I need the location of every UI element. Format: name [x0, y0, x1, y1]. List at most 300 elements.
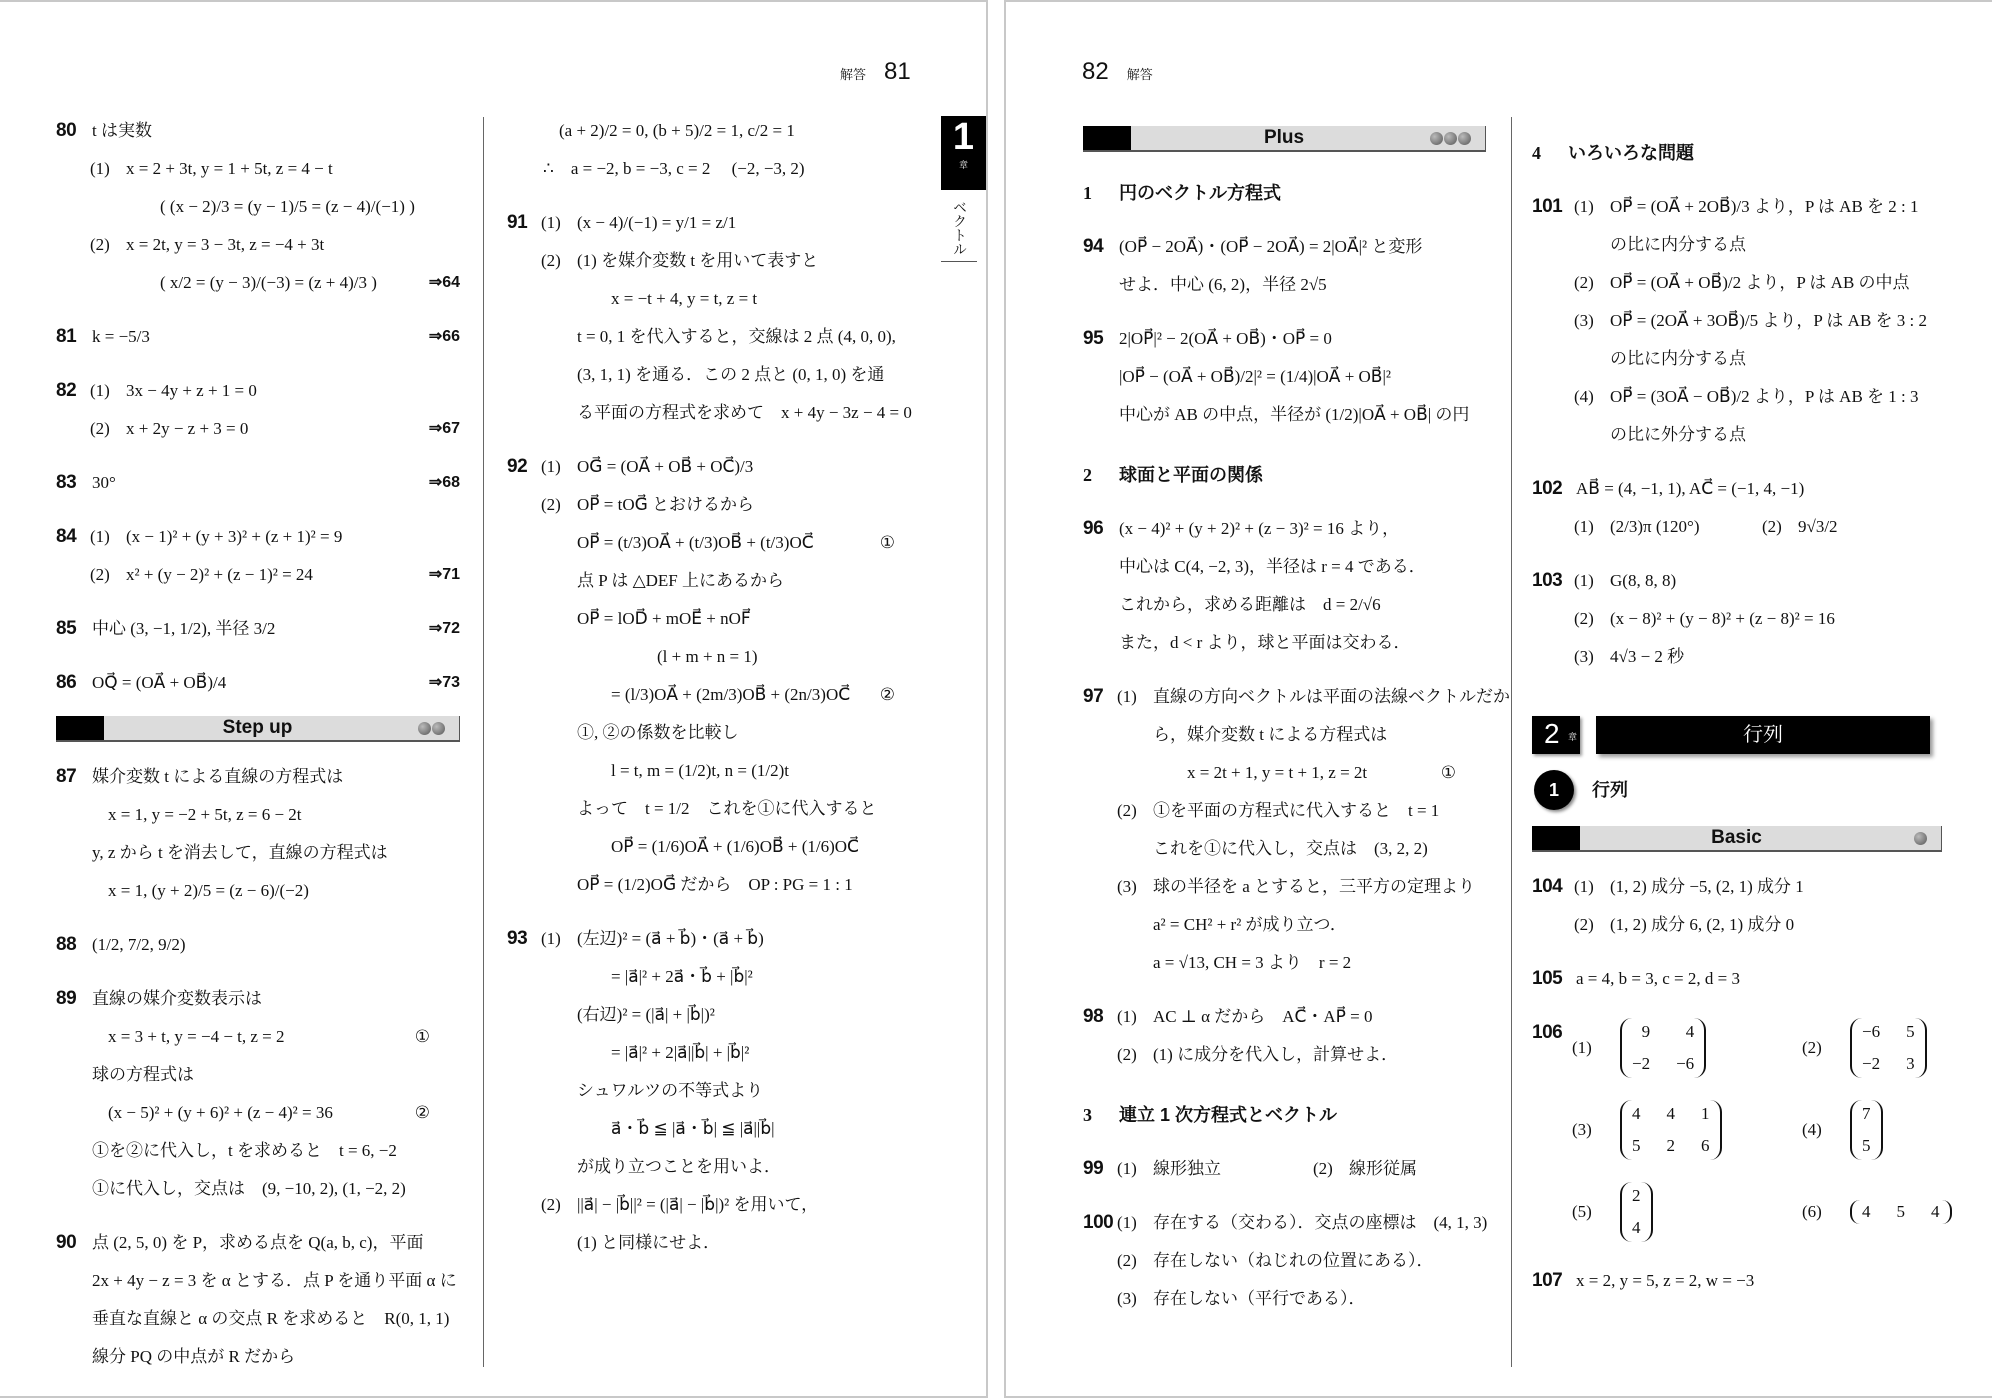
reference-link[interactable] [429, 610, 460, 648]
reference-link[interactable] [429, 664, 460, 702]
answer-line [56, 1224, 460, 1262]
sub-label: (2) [541, 495, 561, 514]
arrow-right-icon: ⇒ [428, 474, 443, 491]
problem-number: 103 [1532, 570, 1563, 591]
answer-text: 線分 PQ の中点が R だから [92, 1347, 296, 1366]
problem [507, 204, 925, 432]
column-divider [1511, 117, 1512, 1367]
answer-text: (x − 8)² + (y − 8)² + (z − 8)² = 16 [1610, 609, 1835, 628]
arrow-right-icon: ⇒ [428, 674, 443, 691]
band-dots [418, 722, 445, 735]
sub-label: (1) [1574, 197, 1594, 216]
problem [507, 920, 925, 1262]
answer-text: (2/3)π (120°) [1610, 517, 1700, 536]
section-band [1532, 826, 1942, 852]
equation-marker: ② [414, 1103, 430, 1122]
answer-line [507, 920, 925, 958]
answer-line [507, 448, 925, 486]
matrix-cell: 4 [1666, 1104, 1675, 1123]
chapter-title: ベクトル [952, 200, 968, 256]
section-band [56, 716, 460, 742]
arrow-right-icon: ⇒ [428, 420, 443, 437]
section-heading [1083, 174, 1486, 212]
page-number: 82 [1082, 58, 1109, 85]
answer-text: G(8, 8, 8) [1610, 571, 1677, 590]
sub-label: (2) [541, 1195, 561, 1214]
answer-text: x = 2, y = 5, z = 2, w = −3 [1576, 1271, 1755, 1290]
sub-label: (2) [1574, 915, 1594, 934]
answer-text: (x − 5)² + (y + 6)² + (z − 4)² = 36 [108, 1103, 333, 1122]
answer-line [1532, 508, 1942, 546]
problem [1083, 320, 1486, 434]
answer-line [1083, 1150, 1486, 1188]
arrow-right-icon: ⇒ [428, 620, 443, 637]
answer-text: OP⃗ = (3OA⃗ − OB⃗)/2 より，P は AB を 1 : 3 [1610, 387, 1919, 406]
answer-line [56, 410, 460, 448]
answer-text: ( (x − 2)/3 = (y − 1)/5 = (z − 4)/(−1) ) [160, 197, 415, 216]
answer-text: k = −5/3 [92, 327, 150, 346]
sub-label: (2) [1574, 609, 1594, 628]
subsection-number-badge: 1 [1534, 770, 1574, 810]
matrix-cell: 4 [1685, 1022, 1695, 1041]
answer-line [507, 752, 925, 790]
answer-line [56, 1300, 460, 1338]
arrow-right-icon: ⇒ [428, 274, 443, 291]
answer-text: 2x + 4y − z = 3 を α とする．点 P を通り平面 α に [92, 1271, 457, 1290]
problem [56, 926, 460, 964]
heading-number: 4 [1532, 143, 1541, 163]
answer-text: AC ⊥ α だから AC⃗・AP⃗ = 0 [1153, 1007, 1373, 1026]
problem-number: 86 [56, 672, 77, 693]
matrix-cell: 4 [1931, 1202, 1940, 1221]
matrix-cell: 2 [1666, 1136, 1675, 1155]
answer-text: 4√3 − 2 秒 [1610, 647, 1685, 666]
answer-text: (l + m + n = 1) [657, 647, 758, 666]
answer-text: OP⃗ = lOD⃗ + mOE⃗ + nOF⃗ [577, 609, 751, 628]
matrix-cell: 5 [1632, 1136, 1641, 1155]
answer-line [507, 524, 925, 562]
reference-link[interactable] [429, 410, 460, 448]
answer-line [507, 1072, 925, 1110]
matrix-cell: 4 [1862, 1202, 1871, 1221]
page-header-82 [1082, 58, 1153, 86]
answer-text: 存在する（交わる）．交点の座標は (4, 1, 3) [1153, 1213, 1488, 1232]
answer-line [507, 356, 925, 394]
sub-label: (1) [1117, 1213, 1137, 1232]
answer-line [56, 1132, 460, 1170]
answer-text: 垂直な直線と α の交点 R を求めると R(0, 1, 1) [92, 1309, 450, 1328]
chapter-unit: 章 [958, 160, 968, 170]
dot-icon [1444, 132, 1457, 145]
problem [1083, 510, 1486, 662]
left-column-2 [507, 112, 925, 1262]
answer-text: = (l/3)OA⃗ + (2m/3)OB⃗ + (2n/3)OC⃗ [611, 685, 851, 704]
answer-text: OP⃗ = (t/3)OA⃗ + (t/3)OB⃗ + (t/3)OC⃗ [577, 533, 814, 552]
problem [1532, 960, 1942, 998]
answer-text: ∴ a = −2, b = −3, c = 2 (−2, −3, 2) [543, 159, 805, 178]
answer-line [56, 758, 460, 796]
answer-text: x = 3 + t, y = −4 − t, z = 2 [108, 1027, 285, 1046]
sub-label: (1) [90, 527, 110, 546]
answer-line [507, 204, 925, 242]
matrix-cell: 2 [1632, 1186, 1641, 1205]
sub-label: (1) [1117, 1007, 1137, 1026]
section-heading [1083, 456, 1486, 494]
problem [56, 980, 460, 1208]
header-label: 解答 [1126, 67, 1153, 82]
answer-line [507, 1110, 925, 1148]
problem [1532, 1262, 1942, 1300]
matrix-answer [1572, 1178, 1802, 1246]
sub-label: (2) [90, 565, 110, 584]
band-label: Step up [222, 717, 293, 738]
answer-line [507, 1148, 925, 1186]
answer-line [56, 1170, 460, 1208]
answer-text: (1, 2) 成分 6, (2, 1) 成分 0 [1610, 915, 1795, 934]
answer-line [1083, 906, 1486, 944]
answer-line [1083, 624, 1486, 662]
sub-label: (1) [1574, 571, 1594, 590]
problem [1532, 562, 1942, 676]
answer-text: 中心は C(4, −2, 3)，半径は r = 4 である． [1119, 557, 1426, 576]
answer-line [507, 996, 925, 1034]
band-dots [1430, 132, 1471, 145]
heading-title: 球面と平面の関係 [1119, 465, 1263, 485]
answer-line [507, 714, 925, 752]
answer-text: 点 (2, 5, 0) を P，求める点を Q(a, b, c)，平面 [92, 1233, 424, 1252]
chapter-box [1532, 716, 1580, 754]
right-page [1004, 0, 1992, 1398]
reference-number: 72 [442, 620, 460, 637]
answer-text: 直線の方向ベクトルは平面の法線ベクトルだか [1153, 687, 1510, 706]
matrix-cell: 4 [1632, 1104, 1641, 1123]
answer-text: 直線の媒介変数表示は [92, 989, 262, 1008]
dot-icon [1914, 832, 1927, 845]
answer-text: 30° [92, 473, 116, 492]
answer-text: (1) と同様にせよ． [577, 1233, 721, 1252]
answer-text: x = 1, y = −2 + 5t, z = 6 − 2t [108, 805, 302, 824]
answer-line [56, 188, 460, 226]
answer-line [1083, 998, 1486, 1036]
sub-label: (3) [1117, 1289, 1137, 1308]
answer-line [56, 1262, 460, 1300]
heading-title: 円のベクトル方程式 [1119, 183, 1281, 203]
answer-line [1083, 1242, 1486, 1280]
answer-text: x = 1, (y + 2)/5 = (z − 6)/(−2) [108, 881, 309, 900]
answer-text: ①に代入し，交点は (9, −10, 2), (1, −2, 2) [92, 1179, 406, 1198]
column-divider [483, 117, 484, 1367]
answer-line [1083, 678, 1510, 716]
answer-line [1532, 416, 1942, 454]
answer-text: 存在しない（ねじれの位置にある）． [1153, 1251, 1434, 1270]
answer-line [1532, 638, 1942, 676]
band-block [1532, 826, 1580, 850]
problem [1532, 868, 1942, 944]
answer-line [1083, 358, 1486, 396]
answer-text: x + 2y − z + 3 = 0 [126, 419, 249, 438]
reference-number: 64 [442, 274, 460, 291]
answer-line [56, 264, 460, 302]
problem-number: 92 [507, 456, 528, 477]
answer-text: (左辺)² = (a⃗ + b⃗)・(a⃗ + b⃗) [577, 929, 764, 948]
answer-line [1532, 226, 1942, 264]
answer-line [56, 1338, 460, 1376]
answer-line [507, 638, 925, 676]
sub-label: (3) [1117, 877, 1137, 896]
subsection-title: 行列 [1592, 780, 1628, 800]
answer-line [1532, 188, 1942, 226]
problem [56, 1224, 460, 1376]
answer-text: x = 2 + 3t, y = 1 + 5t, z = 4 − t [126, 159, 333, 178]
answer-line [507, 958, 925, 996]
problem [56, 758, 460, 910]
reference-link[interactable] [429, 464, 460, 502]
answer-line [1532, 302, 1942, 340]
matrix-cell: −2 [1862, 1054, 1881, 1073]
answer-line [56, 872, 460, 910]
heading-number: 2 [1083, 465, 1092, 485]
sub-label: (2) [1117, 801, 1137, 820]
problem [56, 610, 460, 648]
problem-number: 88 [56, 934, 77, 955]
answer-text: OP⃗ = (OA⃗ + OB⃗)/2 より，P は AB の中点 [1610, 273, 1910, 292]
answer-line [1083, 548, 1486, 586]
problem-number: 100 [1083, 1212, 1114, 1233]
problem-number: 106 [1532, 1022, 1563, 1043]
answer-line [1532, 264, 1942, 302]
matrix-cell: 9 [1641, 1022, 1651, 1041]
reference-number: 66 [442, 328, 460, 345]
sub-label: (2) [541, 251, 561, 270]
answer-line [507, 676, 925, 714]
answer-text: OG⃗ = (OA⃗ + OB⃗ + OC⃗)/3 [577, 457, 754, 476]
answer-text: OP⃗ = (1/2)OG⃗ だから OP : PG = 1 : 1 [577, 875, 853, 894]
matrix-answer [1572, 1096, 1802, 1164]
problem [1083, 1150, 1486, 1188]
answer-text: 点 P は △DEF 上にあるから [577, 571, 785, 590]
problem-number: 89 [56, 988, 77, 1009]
answer-line [1532, 868, 1942, 906]
sub-label: (1) [90, 381, 110, 400]
answer-text: (x − 4)² + (y + 2)² + (z − 3)² = 16 より， [1119, 519, 1400, 538]
answer-text: OP⃗ = (OA⃗ + 2OB⃗)/3 より，P は AB を 2 : 1 [1610, 197, 1919, 216]
problem-number: 95 [1083, 328, 1104, 349]
problem-number: 96 [1083, 518, 1104, 539]
chapter-number: 2 [1544, 718, 1560, 749]
answer-line [507, 394, 925, 432]
answer-text: x² + (y − 2)² + (z − 1)² = 24 [126, 565, 313, 584]
answer-line [507, 112, 925, 150]
dot-icon [418, 722, 431, 735]
answer-text: の比に内分する点 [1610, 235, 1746, 254]
heading-title: いろいろな問題 [1568, 143, 1694, 163]
answer-text: l = t, m = (1/2)t, n = (1/2)t [611, 761, 789, 780]
answer-text: x = −t + 4, y = t, z = t [611, 289, 758, 308]
sub-label: (1) [541, 457, 561, 476]
problem-number: 104 [1532, 876, 1563, 897]
sub-label: (2) [90, 419, 110, 438]
answer-text: 中心が AB の中点，半径が (1/2)|OA⃗ + OB⃗| の円 [1119, 405, 1470, 424]
reference-link[interactable] [429, 264, 460, 302]
answer-line [507, 828, 925, 866]
sub-label: (3) [1574, 647, 1594, 666]
problem-number: 91 [507, 212, 528, 233]
header-label: 解答 [840, 67, 867, 82]
answer-line [1083, 1280, 1486, 1318]
sub-label: (3) [1572, 1120, 1592, 1139]
problem-number: 105 [1532, 968, 1563, 989]
problem [1532, 470, 1942, 546]
sub-label: (3) [1574, 311, 1594, 330]
matrix [1620, 1100, 1722, 1160]
answer-text: また，d < r より，球と平面は交わる． [1119, 633, 1411, 652]
answer-text: 線形従属 [1349, 1159, 1417, 1178]
arrow-right-icon: ⇒ [428, 328, 443, 345]
problem [1532, 1014, 1942, 1246]
answer-line [56, 610, 460, 648]
answer-text: これから，求める距離は d = 2/√6 [1119, 595, 1381, 614]
answer-text: (1) に成分を代入し，計算せよ． [1153, 1045, 1399, 1064]
heading-title: 連立 1 次方程式とベクトル [1119, 1105, 1338, 1125]
arrow-right-icon: ⇒ [428, 566, 443, 583]
reference-number: 67 [442, 420, 460, 437]
band-label: Basic [1711, 827, 1762, 848]
answer-text: OQ⃗ = (OA⃗ + OB⃗)/4 [92, 673, 227, 692]
answer-text: る平面の方程式を求めて x + 4y − 3z − 4 = 0 [577, 403, 912, 422]
answer-line [1532, 906, 1942, 944]
answer-text: a⃗・b⃗ ≦ |a⃗・b⃗| ≦ |a⃗||b⃗| [611, 1119, 775, 1138]
reference-link[interactable] [429, 556, 460, 594]
answer-line [1083, 228, 1486, 266]
answer-line [1083, 754, 1486, 792]
answer-line [507, 562, 925, 600]
reference-link[interactable] [429, 318, 460, 356]
matrix-cell: 4 [1632, 1218, 1641, 1237]
answer-text: これを①に代入し，交点は (3, 2, 2) [1153, 839, 1428, 858]
problem-number: 107 [1532, 1270, 1563, 1291]
reference-number: 68 [442, 474, 460, 491]
chapter-title: 行列 [1596, 716, 1930, 754]
answer-line [56, 372, 460, 410]
problem [56, 518, 460, 594]
equation-marker: ② [879, 685, 895, 704]
matrix [1620, 1182, 1653, 1242]
answer-line [507, 242, 925, 280]
answer-text: 球の方程式は [92, 1065, 194, 1084]
problem-number: 84 [56, 526, 77, 547]
sub-label: (1) [541, 213, 561, 232]
answer-line [1532, 378, 1942, 416]
chapter-header [1532, 716, 1942, 754]
answer-text: (右辺)² = (|a⃗| + |b⃗|)² [577, 1005, 715, 1024]
answer-line [1083, 1204, 1486, 1242]
answer-line [507, 866, 925, 904]
answer-line [1083, 510, 1486, 548]
answer-text: (x − 1)² + (y + 3)² + (z + 1)² = 9 [126, 527, 343, 546]
problem [1083, 998, 1486, 1074]
sub-label: (2) [90, 235, 110, 254]
chapter-tab [941, 116, 986, 190]
problem-number: 81 [56, 326, 77, 347]
sub-label: (1) [1572, 1038, 1592, 1057]
matrix-cell: 5 [1906, 1022, 1915, 1041]
problem-number: 102 [1532, 478, 1563, 499]
problem-number: 87 [56, 766, 77, 787]
matrix-answer [1572, 1014, 1802, 1082]
answer-line [56, 1056, 460, 1094]
sub-label: (1) [1117, 687, 1137, 706]
answer-line [56, 318, 460, 356]
problem-number: 80 [56, 120, 77, 141]
sub-label: (4) [1574, 387, 1594, 406]
answer-line [56, 226, 460, 264]
answer-line [1532, 960, 1942, 998]
answer-line [507, 1034, 925, 1072]
answer-line [1083, 944, 1486, 982]
answer-line [56, 464, 460, 502]
problem [1083, 678, 1510, 982]
sub-label: (2) [1574, 273, 1594, 292]
problem [507, 448, 925, 904]
section-heading [1083, 1096, 1486, 1134]
answer-line [56, 112, 460, 150]
answer-line [1532, 340, 1942, 378]
answer-text: 2|OP⃗|² − 2(OA⃗ + OB⃗)・OP⃗ = 0 [1119, 329, 1332, 348]
problem-number: 99 [1083, 1158, 1104, 1179]
answer-text: せよ．中心 (6, 2)，半径 2√5 [1119, 275, 1327, 294]
page-number: 81 [884, 58, 911, 85]
answer-line [1532, 600, 1942, 638]
answer-line [56, 980, 460, 1018]
answer-line [1083, 320, 1486, 358]
answer-line [507, 486, 925, 524]
chapter-unit: 章 [1568, 732, 1578, 742]
band-dots [1914, 832, 1927, 845]
answer-text: AB⃗ = (4, −1, 1), AC⃗ = (−1, 4, −1) [1576, 479, 1805, 498]
band-block [1083, 126, 1131, 150]
answer-text: |OP⃗ − (OA⃗ + OB⃗)/2|² = (1/4)|OA⃗ + OB⃗|² [1119, 367, 1391, 386]
answer-line [507, 1224, 925, 1262]
matrix [1850, 1100, 1883, 1160]
divider [941, 261, 977, 262]
sub-label: (2) [1117, 1251, 1137, 1270]
answer-text: a² = CH² + r² が成り立つ． [1153, 915, 1347, 934]
problem [507, 112, 925, 188]
answer-text: ら，媒介変数 t による方程式は [1153, 725, 1388, 744]
left-page [0, 0, 988, 1398]
answer-line [1083, 868, 1486, 906]
answer-text: (3, 1, 1) を通る．この 2 点と (0, 1, 0) を通 [577, 365, 885, 384]
problem-number: 97 [1083, 686, 1104, 707]
section-heading [1532, 134, 1942, 172]
sub-label: (2) [1313, 1159, 1333, 1178]
problem-number: 90 [56, 1232, 77, 1253]
answer-line [56, 926, 460, 964]
equation-marker: ① [879, 533, 895, 552]
answer-text: (1/2, 7/2, 9/2) [92, 935, 186, 954]
answer-line [507, 600, 925, 638]
answer-line [507, 150, 925, 188]
answer-line [507, 318, 925, 356]
answer-line [56, 1018, 460, 1056]
section-band [1083, 126, 1486, 152]
problem-number: 98 [1083, 1006, 1104, 1027]
sub-label: (1) [1574, 517, 1594, 536]
subsection-header [1532, 768, 1942, 812]
problem [1083, 228, 1486, 304]
matrix-answer [1802, 1014, 1992, 1082]
reference-number: 71 [442, 566, 460, 583]
